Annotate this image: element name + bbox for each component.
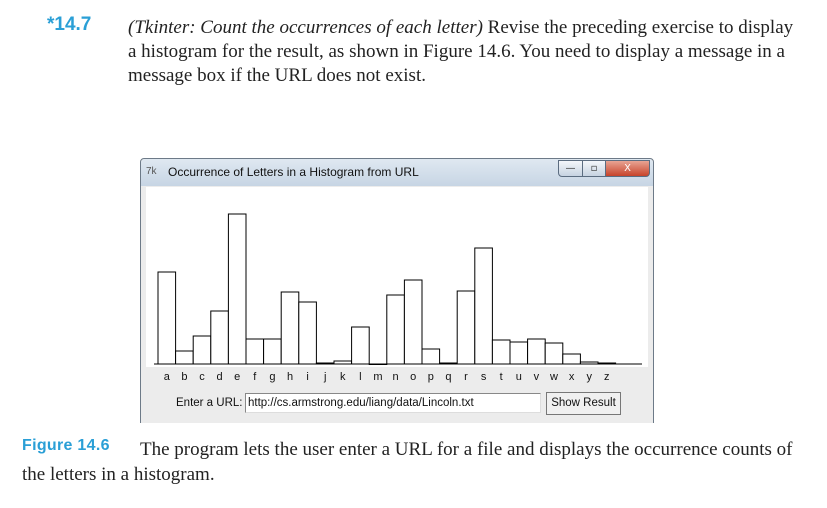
letter-label-r: r (464, 371, 468, 383)
close-button[interactable]: X (605, 160, 650, 177)
letter-label-z: z (604, 371, 610, 383)
letter-label-s: s (480, 371, 487, 383)
histogram-bar-c (193, 336, 211, 364)
letter-label-v: v (533, 371, 540, 383)
histogram-bar-g (264, 339, 282, 364)
tkinter-window (140, 158, 654, 423)
letter-label-m: m (373, 371, 383, 383)
figure-label: Figure 14.6 (22, 437, 110, 454)
histogram-bar-e (228, 214, 246, 364)
histogram-bar-q (440, 363, 458, 364)
minimize-button[interactable]: — (558, 160, 583, 177)
histogram-bar-i (299, 302, 317, 364)
letter-label-y: y (586, 371, 592, 383)
letter-label-a: a (163, 371, 170, 383)
exercise-number: *14.7 (47, 14, 92, 35)
exercise-body: Revise the preceding exercise to display a histogram for the result, as shown in Figure 14.6. You need to display a message in a message box if the URL does not exist. (128, 17, 794, 86)
histogram-bar-t (492, 340, 510, 364)
letter-label-i: i (306, 371, 309, 383)
letter-label-b: b (181, 371, 188, 383)
letter-label-u: u (515, 371, 522, 383)
exercise-text (128, 16, 798, 88)
url-input[interactable] (245, 393, 541, 413)
histogram-bar-n (387, 295, 405, 364)
tk-feather-icon: 7k (146, 166, 157, 177)
letter-label-x: x (568, 371, 575, 383)
histogram-bar-k (334, 361, 352, 364)
histogram-bar-a (158, 272, 176, 364)
histogram-bar-j (316, 363, 334, 364)
letter-label-h: h (286, 371, 294, 383)
letter-label-e: e (234, 371, 241, 383)
histogram-bar-b (176, 351, 194, 364)
letter-label-k: k (340, 371, 346, 383)
letter-label-c: c (199, 371, 205, 383)
letter-label-j: j (323, 371, 327, 383)
histogram-bar-u (510, 342, 528, 364)
figure-caption (22, 437, 812, 487)
histogram-bar-d (211, 311, 229, 364)
letter-label-o: o (410, 371, 417, 383)
histogram-bar-s (475, 248, 493, 364)
histogram-bar-h (281, 292, 299, 364)
histogram-bar-r (457, 291, 475, 364)
letter-label-n: n (392, 371, 399, 383)
histogram-bar-o (404, 280, 422, 364)
letter-label-p: p (427, 371, 434, 383)
letter-label-g: g (269, 371, 276, 383)
exercise-title: (Tkinter: Count the occurrences of each letter) (128, 17, 483, 38)
letter-label-l: l (359, 371, 362, 383)
histogram-bar-y (580, 362, 598, 364)
histogram-bar-x (563, 354, 581, 364)
histogram-chart (146, 187, 648, 367)
histogram-bar-f (246, 339, 264, 364)
show-result-button[interactable]: Show Result (546, 392, 621, 415)
control-row (141, 367, 653, 423)
histogram-bar-v (528, 339, 546, 364)
histogram-bar-m (369, 364, 387, 365)
letter-label-t: t (499, 371, 503, 383)
figure-caption-text: The program lets the user enter a URL for a file and displays the occurrence counts of the letters in a histogram. (22, 439, 793, 485)
window-title: Occurrence of Letters in a Histogram from URL (168, 165, 419, 179)
letter-label-f: f (253, 371, 257, 383)
letter-label-d: d (216, 371, 223, 383)
window-titlebar[interactable] (141, 159, 653, 186)
histogram-bar-z (598, 363, 616, 364)
histogram-canvas (146, 187, 648, 367)
histogram-bar-l (352, 327, 370, 364)
url-label: Enter a URL: (176, 397, 243, 409)
histogram-bar-w (545, 343, 563, 364)
maximize-button[interactable]: ▫ (582, 160, 606, 177)
letter-label-w: w (550, 371, 558, 383)
histogram-bar-p (422, 349, 440, 364)
letter-label-q: q (445, 371, 452, 383)
